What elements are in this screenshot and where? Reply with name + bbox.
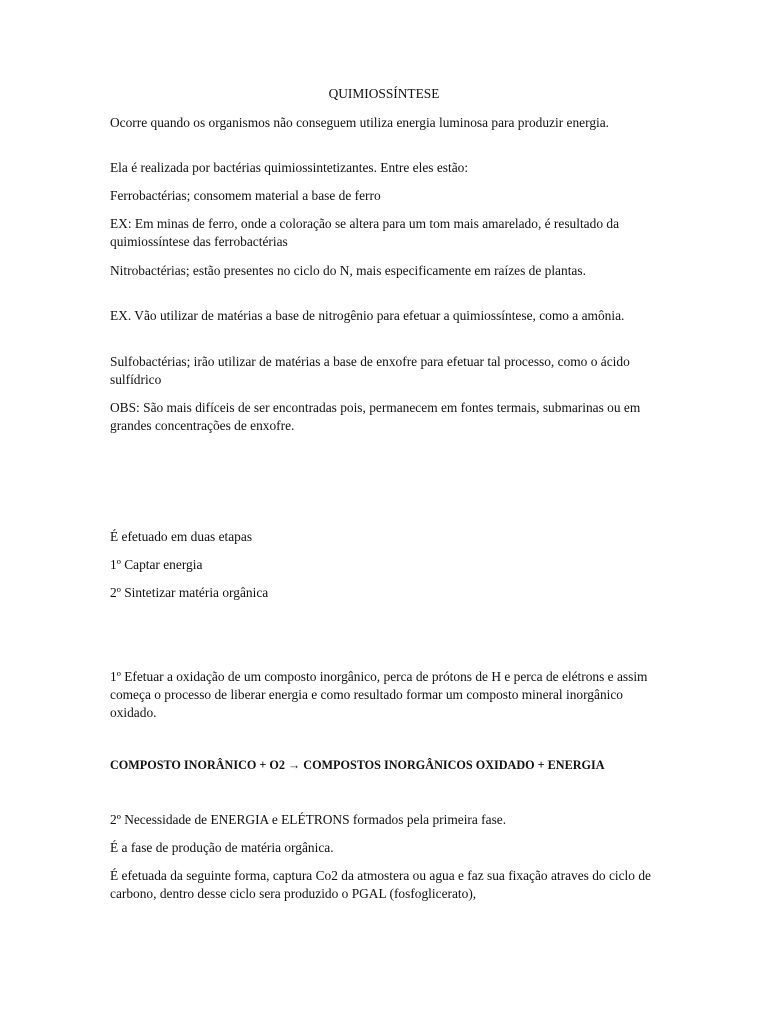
paragraph-definition: Ocorre quando os organismos não conseguem utiliza energia luminosa para produzir energia. (110, 115, 610, 130)
paragraph-sulfobacteria: Sulfobactérias; irão utilizar de matérias a base de enxofre para efetuar tal processo, como o ácido sulfídrico (110, 354, 630, 387)
paragraph-organic-production: É a fase de produção de matéria orgânica. (110, 840, 334, 855)
paragraph-stage-two: 2º Sintetizar matéria orgânica (110, 585, 269, 600)
paragraph-observation: OBS: São mais difíceis de ser encontradas pois, permanecem em fontes termais, submarinas ou em grandes concentrações de enxofre. (110, 400, 641, 433)
paragraph-ferrobacteria: Ferrobactérias; consomem material a base de ferro (110, 188, 381, 203)
equation: COMPOSTO INORÂNICO + O2 → COMPOSTOS INORGÂNICOS OXIDADO + ENERGIA (110, 758, 605, 772)
paragraph-bacteria-intro: Ela é realizada por bactérias quimiossintetizantes. Entre eles estão: (110, 160, 469, 175)
paragraph-second-phase: 2º Necessidade de ENERGIA e ELÉTRONS formados pela primeira fase. (110, 812, 507, 827)
document-title: QUIMIOSSÍNTESE (328, 86, 440, 101)
paragraph-two-stages: É efetuado em duas etapas (110, 529, 253, 544)
paragraph-ferro-example: EX: Em minas de ferro, onde a coloração se altera para um tom mais amarelado, é resultado da quimiossíntese das ferrobactérias (110, 216, 620, 249)
paragraph-carbon-cycle: É efetuada da seguinte forma, captura Co2 da atmostera ou agua e faz sua fixação atraves do ciclo de carbono, dentro desse ciclo sera produzido o PGAL (fosfoglicerato), (110, 868, 651, 901)
paragraph-oxidation: 1º Efetuar a oxidação de um composto inorgânico, perca de prótons de H e perca de elétrons e assim começa o processo de liberar energia e como resultado formar um composto mineral inorgânico oxidado. (110, 669, 648, 720)
paragraph-stage-one: 1º Captar energia (110, 557, 203, 572)
paragraph-nitrobacteria: Nitrobactérias; estão presentes no ciclo do N, mais especificamente em raízes de plantas. (110, 263, 586, 278)
paragraph-nitro-example: EX. Vão utilizar de matérias a base de nitrogênio para efetuar a quimiossíntese, como a amônia. (110, 308, 625, 323)
